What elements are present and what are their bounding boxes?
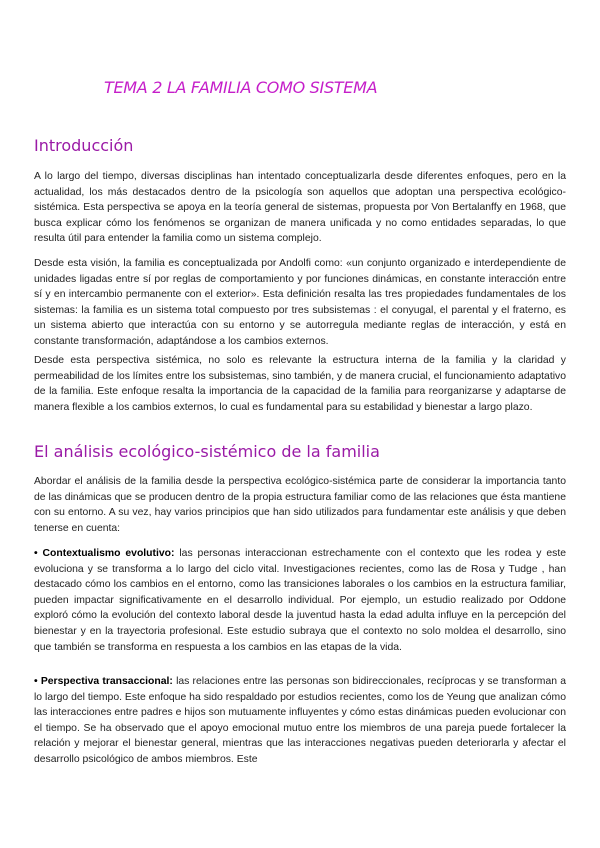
bullet-transaccional [34, 674, 566, 768]
bullet-text: las relaciones entre las personas son bidireccionales, recíprocas y se transforman a lo largo del tiempo. Este enfoque ha sido respaldado por estudios recientes, como los de Yeung que analizan cómo las interacciones entre padres e hijos son mutuamente influyentes y cómo estas dinámicas pueden evolucionar con el tiempo. Se ha observado que el apoyo emocional mutuo entre los miembros de una pareja puede fortalecer la relación y mejorar el bienestar general, mientras que las interacciones negativas pueden deteriorarla y afectar el desarrollo psicológico de ambos miembros. Este [34, 676, 566, 765]
bullet-contextualismo [34, 546, 566, 655]
section-heading-introduccion: Introducción [34, 136, 134, 155]
bullet-term: • Perspectiva transaccional: [34, 676, 173, 687]
paragraph-intro-1: A lo largo del tiempo, diversas disciplinas han intentado conceptualizarla desde diferentes enfoques, pero en la actualidad, los más destacados dentro de la psicología son aquellos que adoptan una perspectiva ecológico-sistémica. Esta perspectiva se apoya en la teoría general de sistemas, propuesta por Von Bertalanffy en 1968, que busca explicar cómo los fenómenos se organizan de manera unificada y no como entidades separadas, lo que resulta útil para entender la familia como un sistema complejo. [34, 171, 566, 245]
document-title: TEMA 2 LA FAMILIA COMO SISTEMA [104, 78, 378, 97]
paragraph-analisis-intro: Abordar el análisis de la familia desde la perspectiva ecológico-sistémica parte de considerar la importancia tanto de las dinámicas que se producen dentro de la propia estructura familiar como de las relaciones que ésta mantiene con su entorno. A su vez, hay varios principios que han sido utilizados para fundamentar este análisis y que deben tenerse en cuenta: [34, 476, 566, 534]
section-heading-analisis: El análisis ecológico-sistémico de la familia [34, 442, 380, 461]
paragraph-intro-3: Desde esta perspectiva sistémica, no solo es relevante la estructura interna de la familia y la claridad y permeabilidad de los límites entre los subsistemas, sino también, y de manera crucial, el funcionamiento adaptativo de la familia. Este enfoque resalta la importancia de la capacidad de la familia para reorganizarse y adaptarse de manera flexible a los cambios externos, lo cual es fundamental para su estabilidad y bienestar a largo plazo. [34, 355, 566, 413]
bullet-term: • Contextualismo evolutivo: [34, 548, 175, 559]
bullet-text: las personas interaccionan estrechamente con el contexto que les rodea y este evoluciona y se transforma a lo largo del ciclo vital. Investigaciones recientes, como las de Rosa y Tudge , han destacado cómo los cambios en el entorno, como las transiciones laborales o los cambios en la estructura familiar, pueden impactar significativamente en el desarrollo individual. Por ejemplo, un estudio realizado por Oddone exploró cómo la evolución del contexto laboral desde la juventud hasta la edad adulta influye en la percepción del bienestar y en la trayectoria profesional. Este estudio subraya que el contexto no solo moldea el desarrollo, sino que también se transforma en respuesta a los cambios en las etapas de la vida. [34, 548, 566, 653]
paragraph-intro-2: Desde esta visión, la familia es conceptualizada por Andolfi como: «un conjunto organizado e interdependiente de unidades ligadas entre sí por reglas de comportamiento y por funciones dinámicas, en constante interacción entre sí y en intercambio permanente con el exterior». Esta definición resalta las tres propiedades fundamentales de los sistemas: la familia es un sistema total compuesto por tres subsistemas : el conyugal, el parental y el fraterno, es un sistema abierto que interactúa con su entorno y se autorregula mediante reglas de interacción, y está en constante transformación, adaptándose a los cambios externos. [34, 258, 566, 347]
